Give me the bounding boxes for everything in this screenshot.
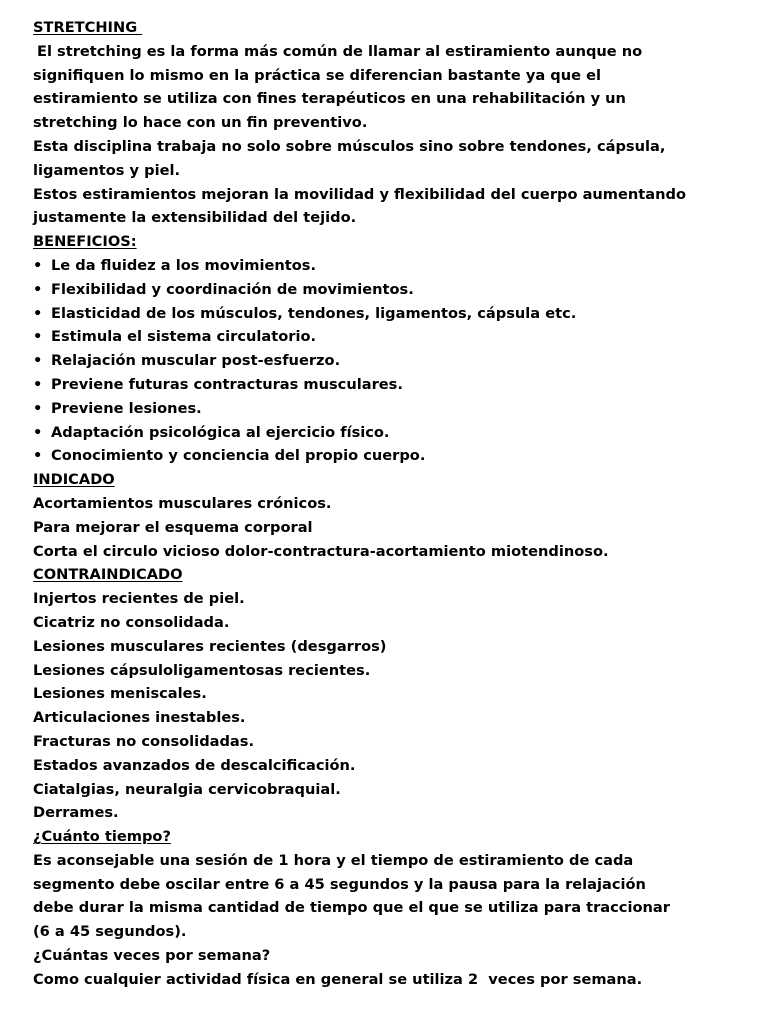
indicado-heading: INDICADO [33, 471, 115, 489]
list-item: Lesiones cápsuloligamentosas recientes. [33, 661, 371, 679]
intro-line: Esta disciplina trabaja no solo sobre músculos sino sobre tendones, cápsula, [33, 137, 666, 155]
intro-paragraphs [33, 40, 745, 230]
intro-line: ligamentos y piel. [33, 161, 181, 179]
list-item-text: Previene lesiones. [51, 399, 202, 417]
list-item: Cicatriz no consolidada. [33, 613, 230, 631]
beneficios-list [33, 254, 745, 468]
paragraph-line: Como cualquier actividad física en general se utiliza 2 veces por semana. [33, 970, 643, 988]
list-item-text: Le da fluidez a los movimientos. [51, 256, 316, 274]
bullet-icon: • [33, 256, 43, 274]
list-item [33, 349, 745, 373]
cuanto-tiempo-heading: ¿Cuánto tiempo? [33, 828, 171, 846]
list-item-text: Flexibilidad y coordinación de movimientos. [51, 280, 414, 298]
document-title: STRETCHING [33, 19, 143, 36]
paragraph-line: segmento debe oscilar entre 6 a 45 segundos y la pausa para la relajación [33, 875, 646, 893]
bullet-icon: • [33, 447, 43, 465]
list-item [33, 254, 745, 278]
bullet-icon: • [33, 280, 43, 298]
list-item-text: Adaptación psicológica al ejercicio físico. [51, 423, 390, 441]
intro-line: estiramiento se utiliza con fines terapéuticos en una rehabilitación y un [33, 90, 626, 108]
list-item: Para mejorar el esquema corporal [33, 518, 313, 536]
list-item: Injertos recientes de piel. [33, 590, 245, 608]
list-item-text: Estimula el sistema circulatorio. [51, 328, 317, 346]
bullet-icon: • [33, 304, 43, 322]
contraindicado-heading: CONTRAINDICADO [33, 566, 183, 584]
intro-line: El stretching es la forma más común de llamar al estiramiento aunque no [37, 42, 643, 60]
bullet-icon: • [33, 399, 43, 417]
bullet-icon: • [33, 423, 43, 441]
beneficios-heading: BENEFICIOS: [33, 233, 137, 251]
list-item-text: Elasticidad de los músculos, tendones, ligamentos, cápsula etc. [51, 304, 577, 322]
list-item: Articulaciones inestables. [33, 709, 246, 727]
paragraph-line: debe durar la misma cantidad de tiempo que el que se utiliza para traccionar [33, 899, 670, 917]
list-item: Acortamientos musculares crónicos. [33, 494, 332, 512]
list-item: Lesiones meniscales. [33, 685, 207, 703]
list-item: Lesiones musculares recientes (desgarros) [33, 637, 387, 655]
intro-line: stretching lo hace con un fin preventivo. [33, 114, 368, 132]
list-item: Fracturas no consolidadas. [33, 732, 255, 750]
paragraph-line: ¿Cuántas veces por semana? [33, 947, 271, 965]
paragraph-line: Es aconsejable una sesión de 1 hora y el tiempo de estiramiento de cada [33, 851, 634, 869]
list-item [33, 373, 745, 397]
intro-line: justamente la extensibilidad del tejido. [33, 209, 357, 227]
document-page [33, 16, 745, 992]
cuanto-tiempo-paragraph [33, 849, 745, 992]
list-item: Ciatalgias, neuralgia cervicobraquial. [33, 780, 341, 798]
bullet-icon: • [33, 328, 43, 346]
list-item-text: Relajación muscular post-esfuerzo. [51, 352, 341, 370]
list-item [33, 444, 745, 468]
bullet-icon: • [33, 375, 43, 393]
list-item [33, 397, 745, 421]
list-item: Corta el circulo vicioso dolor-contractura-acortamiento miotendinoso. [33, 542, 609, 560]
intro-line: signifiquen lo mismo en la práctica se diferencian bastante ya que el [33, 66, 601, 84]
list-item-text: Previene futuras contracturas musculares. [51, 375, 403, 393]
bullet-icon: • [33, 352, 43, 370]
list-item: Derrames. [33, 804, 119, 822]
list-item [33, 421, 745, 445]
contraindicado-list [33, 587, 745, 825]
indicado-list [33, 492, 745, 563]
intro-line: Estos estiramientos mejoran la movilidad y flexibilidad del cuerpo aumentando [33, 185, 686, 203]
list-item [33, 325, 745, 349]
list-item [33, 278, 745, 302]
list-item-text: Conocimiento y conciencia del propio cuerpo. [51, 447, 426, 465]
list-item: Estados avanzados de descalcificación. [33, 756, 356, 774]
paragraph-line: (6 a 45 segundos). [33, 923, 187, 941]
list-item [33, 302, 745, 326]
